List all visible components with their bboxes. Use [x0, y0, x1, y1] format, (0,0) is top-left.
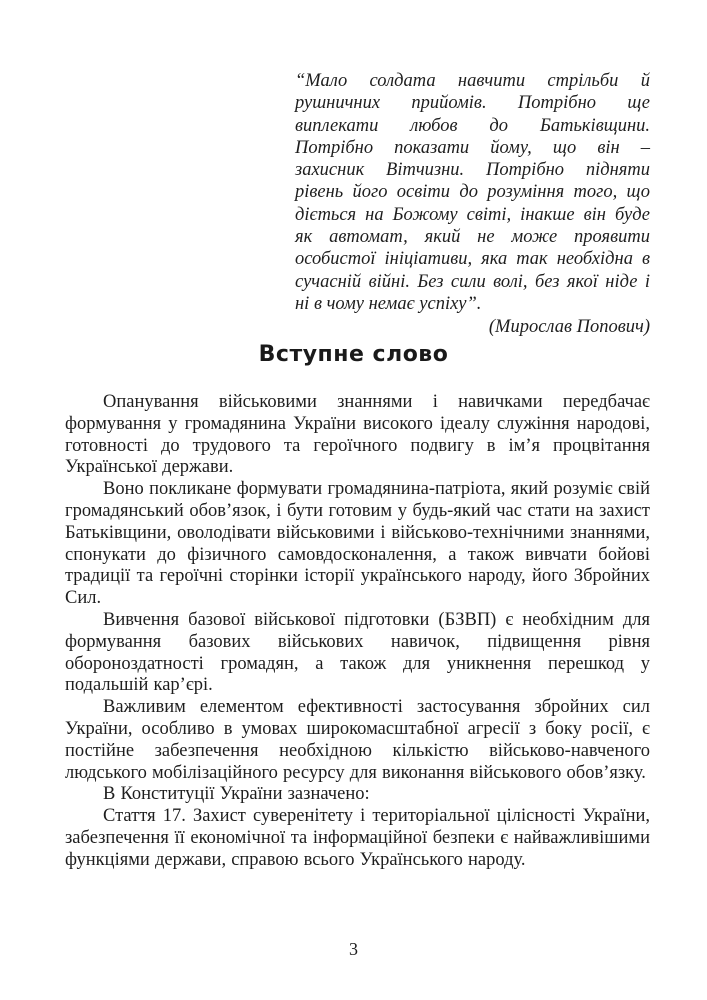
body-text: [65, 392, 650, 872]
page-number: 3: [349, 939, 358, 959]
body-paragraph: Вивчення базової військової підготовки (БЗВП) є необхідним для формування базових військових навичок, підвищення рівня обороноздатності громадян, а також для уникнення перешкод у подальшій кар’єрі.: [65, 609, 650, 696]
epigraph-line: діється на Божому світі, інакше він буде: [295, 204, 650, 225]
epigraph-line: особистої ініціативи, яка так необхідна в: [295, 249, 650, 270]
epigraph-line: захисник Вітчизни. Потрібно підняти: [295, 160, 650, 181]
epigraph-line: рушничних прийомів. Потрібно ще: [295, 93, 650, 114]
epigraph-attribution: (Мирослав Попович): [488, 317, 650, 338]
epigraph-line: як автомат, який не може проявити: [295, 227, 650, 248]
body-paragraph: Воно покликане формувати громадянина-патріота, який розуміє свій громадянський обов’язок, і бути готовим у будь-який час стати на захист Батьківщини, оволодівати військовими і військово-технічними знаннями, спонукати до фізичного самовдосконалення, а також вивчати бойові традиції та героїчні сторінки історії українського народу, його Збройних Сил.: [65, 479, 650, 609]
epigraph-line: виплекати любов до Батьківщини.: [295, 115, 650, 136]
body-paragraph: Стаття 17. Захист суверенітету і територіальної цілісності України, забезпечення її економічної та інформаційної безпеки є найважливішими функціями держави, справою всього Українського народу.: [65, 806, 650, 870]
epigraph-line: сучасній війні. Без сили волі, без якої ніде і: [295, 271, 650, 292]
body-paragraph: Опанування військовими знаннями і навичками передбачає формування у громадянина України високого ідеалу служіння народові, готовності до трудового та героїчного подвигу в ім’я процвітання Української держави.: [65, 392, 650, 478]
section-heading: Вступне слово: [258, 342, 449, 367]
epigraph-line: Потрібно показати йому, що він –: [295, 137, 650, 158]
epigraph-line: ні в чому немає успіху”.: [295, 293, 482, 314]
epigraph: [295, 70, 650, 339]
body-paragraph: В Конституції України зазначено:: [103, 784, 370, 805]
epigraph-line: “Мало солдата навчити стрільби й: [295, 71, 650, 91]
epigraph-line: рівень його освіти до розуміння того, що: [295, 182, 650, 203]
body-paragraph: Важливим елементом ефективності застосування збройних сил України, особливо в умовах широкомасштабної агресії з боку росії, є постійне забезпечення необхідною кількістю військово-навченого людського мобілізаційного ресурсу для виконання військового обов’язку.: [65, 697, 650, 783]
